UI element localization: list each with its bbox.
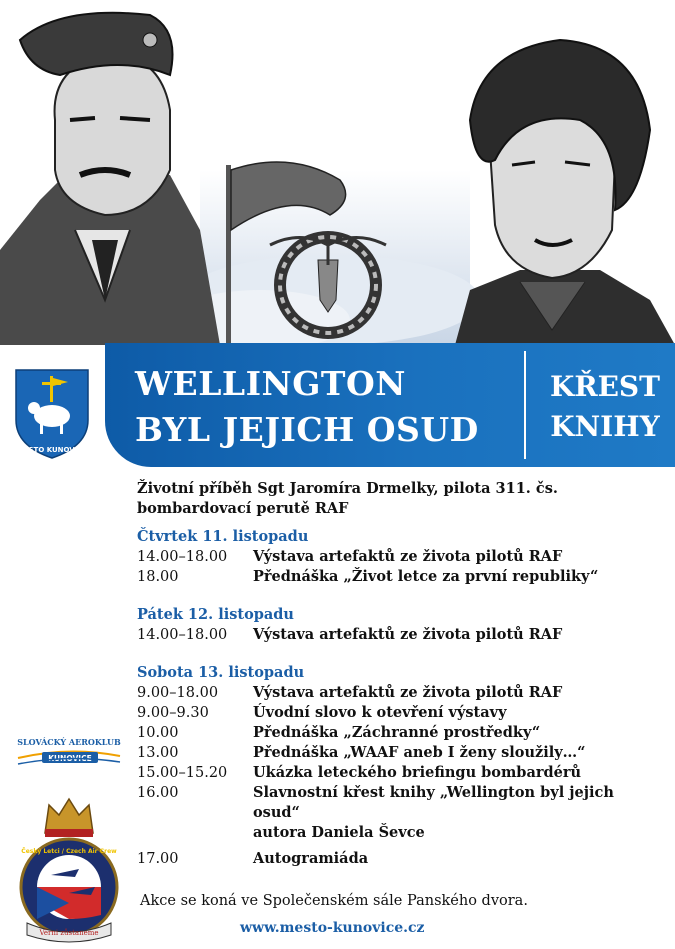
event-text: Přednáška „Záchranné prostředky“ <box>253 724 541 741</box>
event-text: autora Daniela Ševce <box>253 824 425 841</box>
event-text: Výstava artefaktů ze života pilotů RAF <box>253 548 563 565</box>
crown-icon <box>45 799 93 833</box>
schedule-row <box>137 823 657 843</box>
day-heading-thursday: Čtvrtek 11. listopadu <box>137 528 309 545</box>
venue-note: Akce se koná ve Společenském sále Panského dvora. <box>140 893 528 909</box>
schedule-row <box>137 783 657 823</box>
title-banner <box>105 343 675 467</box>
kunovice-crest-logo <box>12 368 92 460</box>
woman-portrait <box>455 40 675 345</box>
event-text: Výstava artefaktů ze života pilotů RAF <box>253 684 563 701</box>
title-divider <box>524 351 526 459</box>
schedule-row <box>137 703 657 723</box>
pilot-portrait <box>0 13 220 345</box>
hero-illustration <box>0 0 675 345</box>
crest-motto: Věrni zůstaneme <box>39 929 99 937</box>
aeroklub-city: KUNOVICE <box>48 754 92 763</box>
event-time: 9.00–18.00 <box>137 685 219 701</box>
event-text: Ukázka leteckého briefingu bombardérů <box>253 764 582 781</box>
event-text: Slavnostní křest knihy „Wellington byl jejich osud“ <box>253 784 614 821</box>
event-time: 18.00 <box>137 569 179 585</box>
title-line-2: BYL JEJICH OSUD <box>135 410 479 449</box>
schedule-row <box>137 547 657 567</box>
title-line-1: WELLINGTON <box>135 364 406 403</box>
schedule-row <box>137 683 657 703</box>
day-heading-saturday: Sobota 13. listopadu <box>137 664 305 681</box>
event-time: 16.00 <box>137 785 179 801</box>
main-title <box>135 361 515 453</box>
side-title-line-1: KŘEST <box>549 370 660 403</box>
schedule-row <box>137 743 657 763</box>
crest-ring-text: Český Letci / Czech Air Crew <box>21 848 117 855</box>
schedule-row <box>137 567 657 587</box>
event-text: Přednáška „Život letce za první republiky“ <box>253 568 599 585</box>
event-text: Výstava artefaktů ze života pilotů RAF <box>253 626 563 643</box>
schedule-row <box>137 723 657 743</box>
website-link[interactable]: www.mesto-kunovice.cz <box>240 920 425 936</box>
schedule-row <box>137 849 657 869</box>
event-time: 14.00–18.00 <box>137 627 228 643</box>
event-time: 14.00–18.00 <box>137 549 228 565</box>
event-time: 13.00 <box>137 745 179 761</box>
event-time <box>137 823 253 843</box>
day-heading-friday: Pátek 12. listopadu <box>137 606 294 623</box>
schedule-row <box>137 763 657 783</box>
event-text: Přednáška „WAAF aneb I ženy sloužily…“ <box>253 744 586 761</box>
subtitle: Životní příběh Sgt Jaromíra Drmelky, pilota 311. čs. bombardovací perutě RAF <box>137 480 558 517</box>
side-title <box>535 367 675 447</box>
schedule-row <box>137 625 657 645</box>
side-title-line-2: KNIHY <box>550 410 660 443</box>
event-text: Úvodní slovo k otevření výstavy <box>253 704 507 721</box>
programme <box>137 479 657 869</box>
event-time: 17.00 <box>137 851 179 867</box>
event-time: 10.00 <box>137 725 179 741</box>
event-time: 15.00–15.20 <box>137 765 228 781</box>
event-text: Autogramiáda <box>253 850 369 867</box>
hero-drawing <box>0 0 675 345</box>
czech-air-crew-crest <box>15 795 123 945</box>
aeroklub-name: SLOVÁCKÝ AEROKLUB <box>17 737 121 747</box>
aeroklub-logo <box>14 732 124 774</box>
kunovice-crest-text: MĚSTO KUNOVICE <box>16 446 88 454</box>
event-time: 9.00–9.30 <box>137 705 209 721</box>
